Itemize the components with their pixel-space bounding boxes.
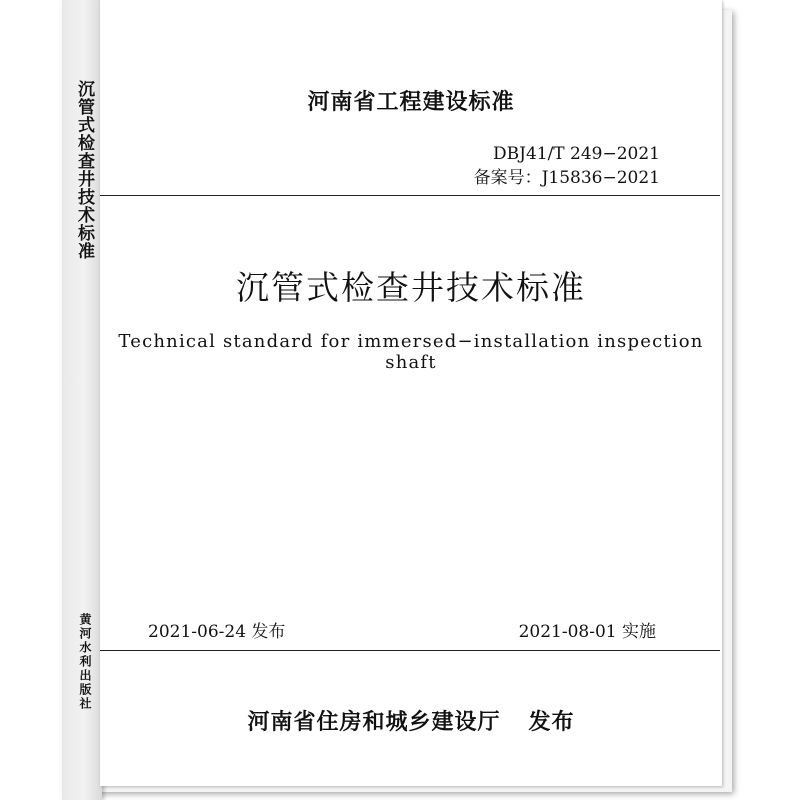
spine-publisher: 黄河水利出版社 — [78, 613, 92, 711]
standard-codes — [474, 142, 660, 190]
issuer-action: 发布 — [528, 710, 575, 735]
issuer-line — [100, 705, 722, 736]
top-divider — [100, 195, 720, 196]
effective-date: 2021-08-01 实施 — [518, 622, 656, 642]
front-cover — [100, 0, 722, 786]
title-english: Technical standard for immersed−installation inspection shaft — [118, 331, 704, 373]
standard-number: DBJ41/T 249−2021 — [493, 144, 660, 164]
spine-title: 沉管式检查井技术标准 — [74, 80, 94, 260]
title-chinese: 沉管式检查井技术标准 — [236, 268, 586, 307]
standard-series: 河南省工程建设标准 — [307, 90, 515, 115]
issuer-name: 河南省住房和城乡建设厅 — [247, 710, 501, 735]
issue-date: 2021-06-24 发布 — [148, 622, 286, 642]
bottom-divider — [100, 650, 720, 651]
record-number: 备案号：J15836−2021 — [473, 168, 660, 188]
